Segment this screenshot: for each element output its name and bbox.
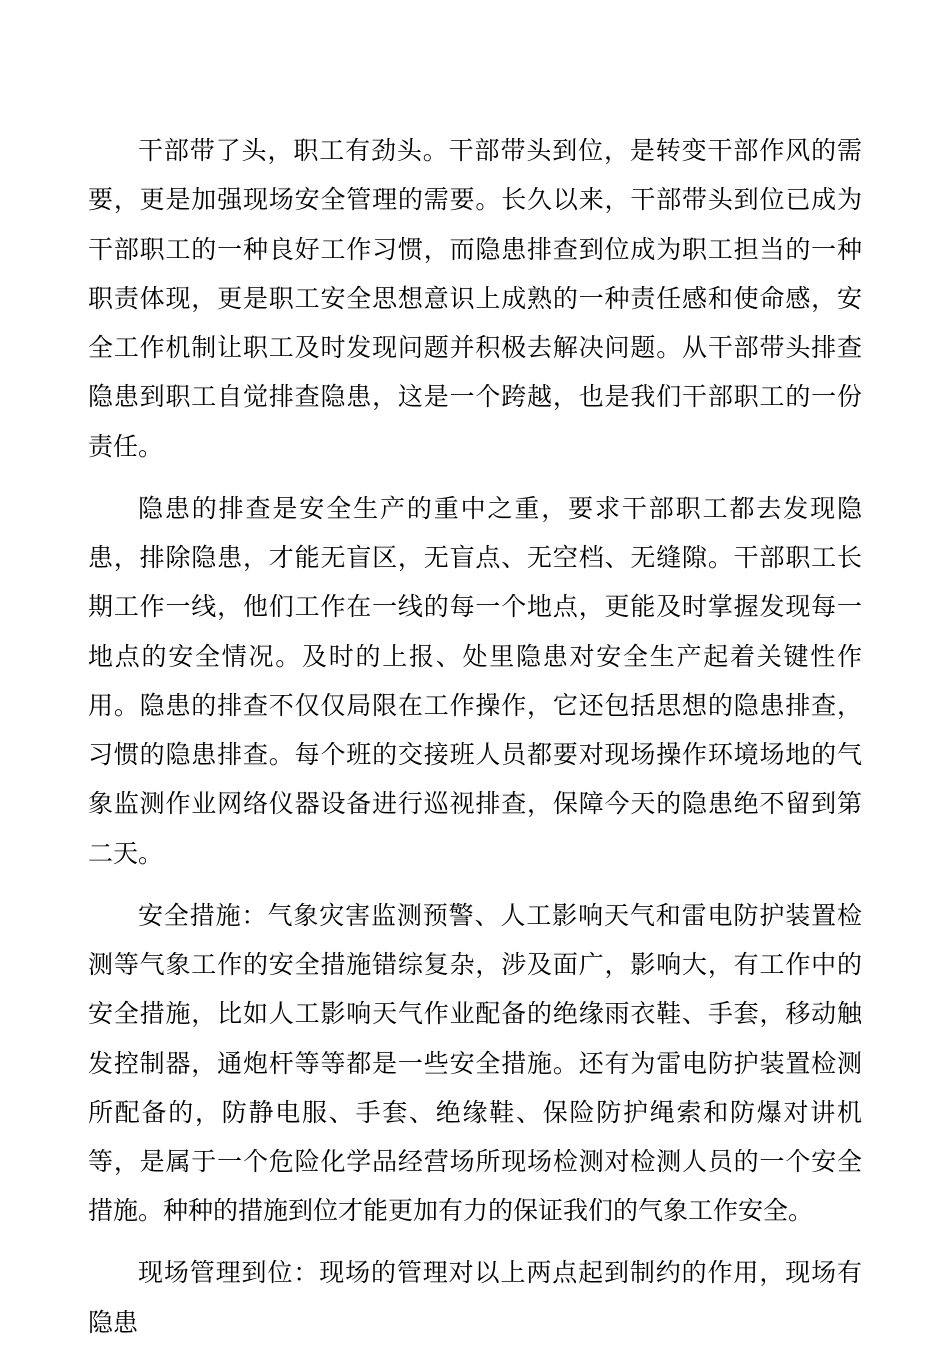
paragraph-site-management: 现场管理到位：现场的管理对以上两点起到制约的作用，现场有隐患	[88, 1258, 862, 1337]
paragraph-hazard-inspection: 隐患的排查是安全生产的重中之重，要求干部职工都去发现隐患，排除隐患，才能无盲区，无盲点、无空档、无缝隙。干部职工长期工作一线，他们工作在一线的每一个地点，更能及时掌握发现每一地点的安全情况。及时的上报、处里隐患对安全生产起着关键性作用。隐患的排查不仅仅局限在工作操作，它还包括思想的隐患排查，习惯的隐患排查。每个班的交接班人员都要对现场操作环境场地的气象监测作业网络仪器设备进行巡视排查，保障今天的隐患绝不留到第二天。	[88, 493, 862, 868]
document-body	[88, 126, 862, 1347]
paragraph-safety-measures: 安全措施：气象灾害监测预警、人工影响天气和雷电防护装置检测等气象工作的安全措施错综复杂，涉及面广，影响大，有工作中的安全措施，比如人工影响天气作业配备的绝缘雨衣鞋、手套，移动触发控制器，通炮杆等等都是一些安全措施。还有为雷电防护装置检测所配备的，防静电服、手套、绝缘鞋、保险防护绳索和防爆对讲机等，是属于一个危险化学品经营场所现场检测对检测人员的一个安全措施。种种的措施到位才能更加有力的保证我们的气象工作安全。	[88, 900, 862, 1226]
paragraph-cadre-leadership: 干部带了头，职工有劲头。干部带头到位，是转变干部作风的需要，更是加强现场安全管理的需要。长久以来，干部带头到位已成为干部职工的一种良好工作习惯，而隐患排查到位成为职工担当的一种职责体现，更是职工安全思想意识上成熟的一种责任感和使命感，安全工作机制让职工及时发现问题并积极去解决问题。从干部带头排查隐患到职工自觉排查隐患，这是一个跨越，也是我们干部职工的一份责任。	[88, 136, 862, 461]
